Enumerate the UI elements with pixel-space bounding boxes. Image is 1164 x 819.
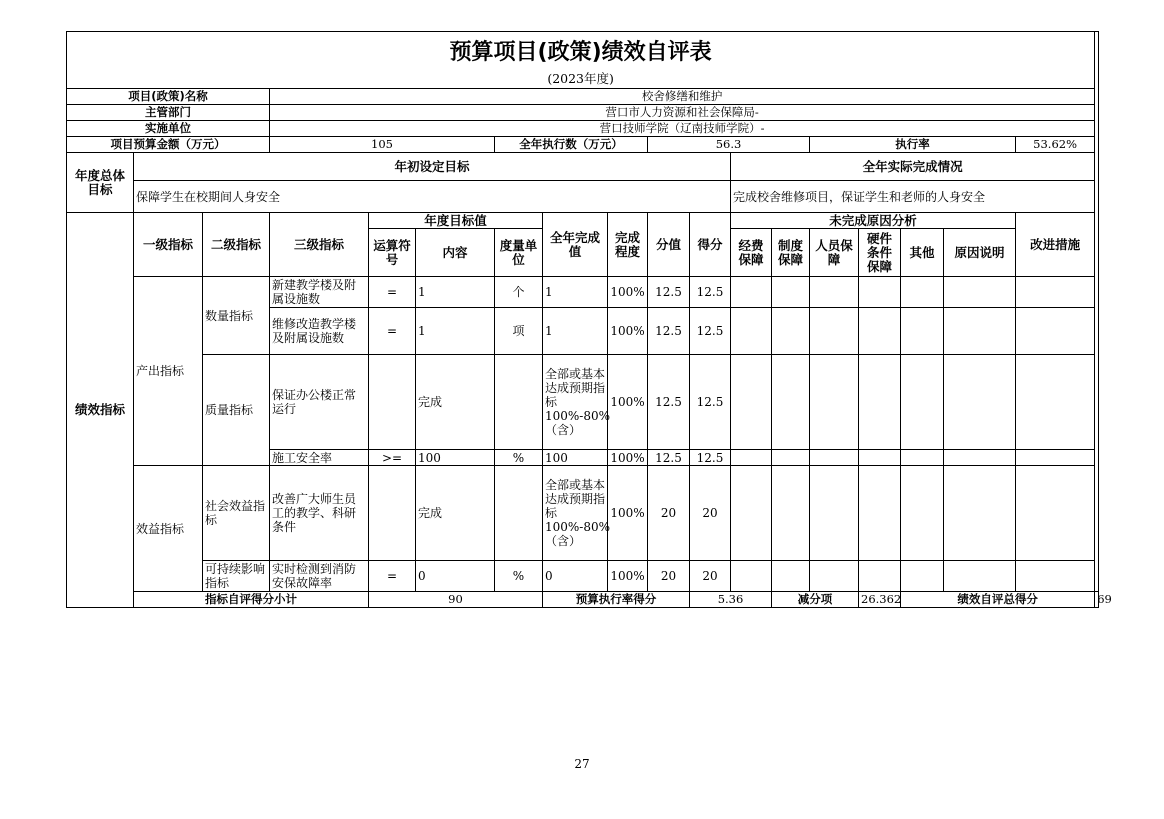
- row-operator: >=: [369, 450, 416, 466]
- exec-rate-label: 执行率: [810, 137, 1016, 153]
- total-score-value: 69: [1095, 592, 1099, 608]
- exec-rate-value: 53.62%: [1016, 137, 1095, 153]
- row-actual: 1: [543, 308, 608, 355]
- row-content: 完成: [416, 355, 495, 450]
- subtotal-label: 指标自评得分小计: [134, 592, 369, 608]
- quality-indicator: 质量指标: [203, 355, 270, 466]
- table-row-indicator: 保证办公楼正常运行: [270, 355, 369, 450]
- dept-value: 营口市人力资源和社会保障局-: [270, 105, 1095, 121]
- reason-funding-header: 经费保障: [731, 229, 772, 277]
- row-operator: =: [369, 561, 416, 592]
- degree-header: 完成程度: [608, 213, 648, 277]
- row-actual: 0: [543, 561, 608, 592]
- total-score-label: 绩效自评总得分: [901, 592, 1095, 608]
- row-full-score: 20: [648, 561, 690, 592]
- fiscal-year: (2023年度): [67, 70, 1095, 89]
- level3-header: 三级指标: [270, 213, 369, 277]
- row-degree: 100%: [608, 450, 648, 466]
- row-score: 12.5: [690, 450, 731, 466]
- reason-analysis-header: 未完成原因分析: [731, 213, 1016, 229]
- row-full-score: 12.5: [648, 277, 690, 308]
- page-number: 27: [574, 757, 590, 771]
- quantity-indicator: 数量指标: [203, 277, 270, 355]
- row-degree: 100%: [608, 355, 648, 450]
- score-header: 得分: [690, 213, 731, 277]
- row-score: 12.5: [690, 308, 731, 355]
- row-operator: =: [369, 308, 416, 355]
- exec-score-label: 预算执行率得分: [543, 592, 690, 608]
- row-degree: 100%: [608, 277, 648, 308]
- content-header: 内容: [416, 229, 495, 277]
- row-score: 20: [690, 466, 731, 561]
- row-actual: 100: [543, 450, 608, 466]
- row-content: 完成: [416, 466, 495, 561]
- row-unit: [495, 355, 543, 450]
- row-full-score: 20: [648, 466, 690, 561]
- row-content: 1: [416, 308, 495, 355]
- row-degree: 100%: [608, 466, 648, 561]
- executed-label: 全年执行数（万元）: [495, 137, 648, 153]
- initial-goal-text: 保障学生在校期间人身安全: [134, 181, 731, 213]
- actual-value-header: 全年完成值: [543, 213, 608, 277]
- row-unit: 个: [495, 277, 543, 308]
- executed-value: 56.3: [648, 137, 810, 153]
- annual-target-header: 年度目标值: [369, 213, 543, 229]
- deduction-value: 26.362: [859, 592, 901, 608]
- annual-goal-label: 年度总体目标: [67, 153, 134, 213]
- project-name-value: 校舍修缮和维护: [270, 89, 1095, 105]
- row-full-score: 12.5: [648, 450, 690, 466]
- row-degree: 100%: [608, 308, 648, 355]
- row-content: 1: [416, 277, 495, 308]
- row-actual: 全部或基本达成预期指标100%-80%（含）: [543, 466, 608, 561]
- reason-staff-header: 人员保障: [810, 229, 859, 277]
- reason-policy-header: 制度保障: [772, 229, 810, 277]
- table-row-indicator: 维修改造教学楼及附属设施数: [270, 308, 369, 355]
- unit-value: 营口技师学院（辽南技师学院）-: [270, 121, 1095, 137]
- row-content: 0: [416, 561, 495, 592]
- table-row-indicator: 新建教学楼及附属设施数: [270, 277, 369, 308]
- initial-goal-header: 年初设定目标: [134, 153, 731, 181]
- row-operator: [369, 466, 416, 561]
- budget-amount-value: 105: [270, 137, 495, 153]
- reason-other-header: 其他: [901, 229, 944, 277]
- perf-indicator-label: 绩效指标: [67, 213, 134, 608]
- table-row-indicator: 改善广大师生员工的教学、科研条件: [270, 466, 369, 561]
- table-row-indicator: 实时检测到消防安保故障率: [270, 561, 369, 592]
- operator-header: 运算符号: [369, 229, 416, 277]
- row-unit: %: [495, 561, 543, 592]
- row-operator: [369, 355, 416, 450]
- row-degree: 100%: [608, 561, 648, 592]
- project-name-label: 项目(政策)名称: [67, 89, 270, 105]
- benefit-indicator: 效益指标: [134, 466, 203, 592]
- row-unit: [495, 466, 543, 561]
- improvement-header: 改进措施: [1016, 213, 1095, 277]
- reason-explain-header: 原因说明: [944, 229, 1016, 277]
- row-operator: =: [369, 277, 416, 308]
- row-actual: 全部或基本达成预期指标100%-80%（含）: [543, 355, 608, 450]
- dept-label: 主管部门: [67, 105, 270, 121]
- actual-completion-text: 完成校舍维修项目，保证学生和老师的人身安全: [731, 181, 1095, 213]
- row-score: 12.5: [690, 277, 731, 308]
- row-score: 12.5: [690, 355, 731, 450]
- reason-hardware-header: 硬件条件保障: [859, 229, 901, 277]
- actual-completion-header: 全年实际完成情况: [731, 153, 1095, 181]
- row-full-score: 12.5: [648, 355, 690, 450]
- table-title: 预算项目(政策)绩效自评表: [67, 32, 1095, 71]
- exec-score-value: 5.36: [690, 592, 772, 608]
- row-unit: %: [495, 450, 543, 466]
- output-indicator: 产出指标: [134, 277, 203, 466]
- performance-self-evaluation-table: [66, 31, 1112, 608]
- budget-amount-label: 项目预算金额（万元）: [67, 137, 270, 153]
- row-full-score: 12.5: [648, 308, 690, 355]
- row-score: 20: [690, 561, 731, 592]
- level1-header: 一级指标: [134, 213, 203, 277]
- row-unit: 项: [495, 308, 543, 355]
- row-content: 100: [416, 450, 495, 466]
- full-score-header: 分值: [648, 213, 690, 277]
- level2-header: 二级指标: [203, 213, 270, 277]
- subtotal-value: 90: [369, 592, 543, 608]
- sustainable-indicator: 可持续影响指标: [203, 561, 270, 592]
- row-actual: 1: [543, 277, 608, 308]
- unit-label: 实施单位: [67, 121, 270, 137]
- table-row-indicator: 施工安全率: [270, 450, 369, 466]
- social-benefit-indicator: 社会效益指标: [203, 466, 270, 561]
- deduction-label: 减分项: [772, 592, 859, 608]
- unit-header: 度量单位: [495, 229, 543, 277]
